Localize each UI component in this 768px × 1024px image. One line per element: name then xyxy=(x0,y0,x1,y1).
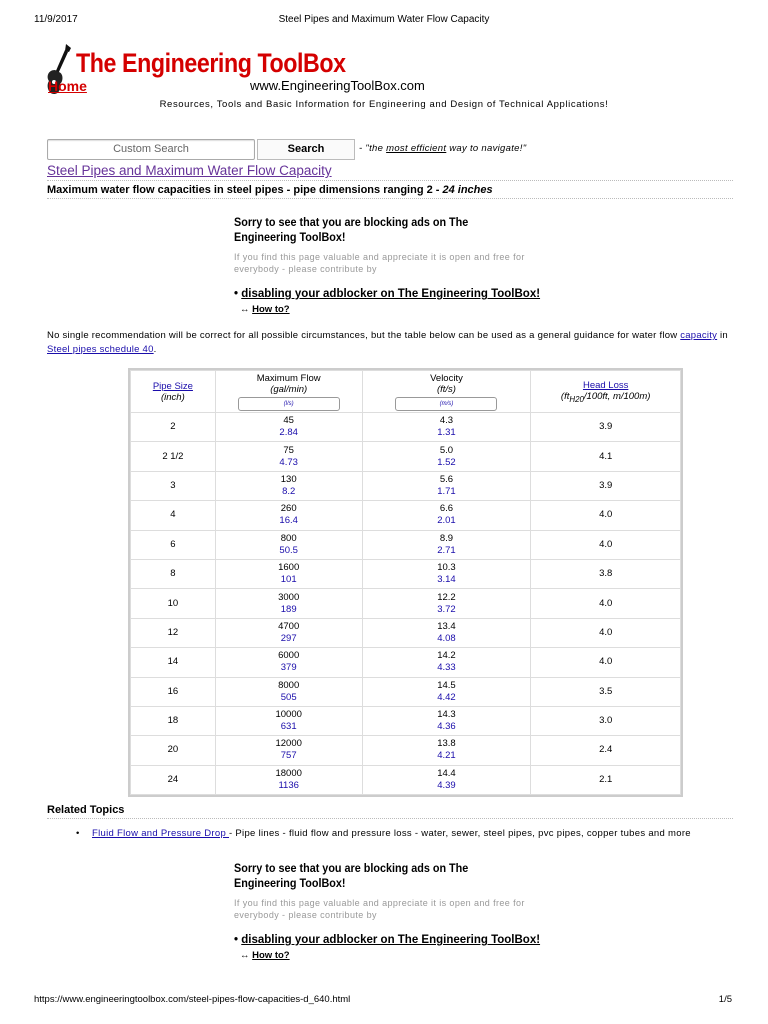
site-name: The Engineering ToolBox xyxy=(76,48,346,78)
adblock-heading: Sorry to see that you are blocking ads on The Engineering ToolBox! xyxy=(234,217,469,244)
velocity-cell xyxy=(362,736,531,765)
max-flow-cell-value: 4.73 xyxy=(279,456,298,468)
flow-capacity-table xyxy=(130,370,681,795)
max-flow-cell-value: 8000 xyxy=(278,679,300,691)
search-tag-suffix: way to navigate!" xyxy=(446,143,527,154)
head-loss-cell xyxy=(531,559,681,588)
pipe-size-cell xyxy=(131,501,216,530)
print-title: Steel Pipes and Maximum Water Flow Capacity xyxy=(278,14,490,25)
max-flow-cell-value: 12000 xyxy=(275,738,302,750)
table-row xyxy=(131,618,681,647)
disable-adblocker-link[interactable]: disabling your adblocker on The Engineering ToolBox! xyxy=(241,288,541,300)
adblock-info: If you find this page valuable and appreciate it is open and free for everybody - please contribute by xyxy=(234,252,525,274)
pipe-size-cell xyxy=(131,471,216,500)
col-velocity xyxy=(362,371,531,413)
head-loss-cell xyxy=(531,765,681,794)
head-loss-cell xyxy=(531,677,681,706)
head-loss-cell xyxy=(531,530,681,559)
head-loss-cell-value: 3.8 xyxy=(599,568,613,580)
double-arrow-icon: ↔ xyxy=(240,950,253,961)
intro-paragraph xyxy=(47,329,737,357)
table-row xyxy=(131,501,681,530)
pipe-size-cell-value: 10 xyxy=(167,597,179,609)
max-flow-cell-value: 757 xyxy=(280,750,297,762)
max-flow-cell xyxy=(215,618,362,647)
table-row xyxy=(131,559,681,588)
max-flow-cell-value: 505 xyxy=(280,691,297,703)
adblock-notice xyxy=(234,862,544,963)
howto-group xyxy=(240,950,290,961)
head-loss-cell-value: 2.4 xyxy=(599,744,613,756)
subtitle-range: 24 inches xyxy=(442,184,493,196)
head-loss-cell-value: 3.9 xyxy=(599,479,613,491)
max-flow-cell xyxy=(215,559,362,588)
pipe-size-cell xyxy=(131,589,216,618)
max-flow-cell xyxy=(215,501,362,530)
velocity-cell-value: 12.2 xyxy=(437,591,456,603)
howto-group xyxy=(240,304,290,315)
pipe-size-cell xyxy=(131,559,216,588)
velocity-cell-value: 4.21 xyxy=(437,750,456,762)
adblock-heading: Sorry to see that you are blocking ads on The Engineering ToolBox! xyxy=(234,863,469,890)
col-pipe-size xyxy=(131,371,216,413)
table-row xyxy=(131,530,681,559)
print-date: 11/9/2017 xyxy=(34,14,78,25)
velocity-cell-value: 14.5 xyxy=(437,679,456,691)
page-subtitle xyxy=(47,184,493,196)
max-flow-cell-value: 45 xyxy=(283,415,294,427)
max-flow-cell-value: 4700 xyxy=(278,620,300,632)
max-flow-cell xyxy=(215,677,362,706)
adblock-info: If you find this page valuable and appreciate it is open and free for everybody - please contribute by xyxy=(234,898,525,920)
double-arrow-icon: ↔ xyxy=(240,304,253,315)
list-bullet: • xyxy=(76,828,80,839)
col-head-loss xyxy=(531,371,681,413)
head-loss-cell-value: 4.0 xyxy=(599,509,613,521)
velocity-cell-value: 13.4 xyxy=(437,620,456,632)
pipe-size-link[interactable]: Pipe Size xyxy=(152,380,193,392)
intro-text: in xyxy=(717,330,728,341)
max-flow-cell xyxy=(215,736,362,765)
velocity-cell xyxy=(362,530,531,559)
max-flow-cell-value: 3000 xyxy=(278,591,300,603)
velocity-cell-value: 4.39 xyxy=(437,779,456,791)
velocity-cell-value: 4.42 xyxy=(437,691,456,703)
table-row xyxy=(131,413,681,442)
velocity-cell-value: 1.71 xyxy=(437,485,456,497)
subtitle-text: Maximum water flow capacities in steel pipes - pipe dimensions ranging 2 - xyxy=(47,184,443,196)
intro-text: No single recommendation will be correct for all possible circumstances, but the table below can be used as a general guidance for water flow xyxy=(47,330,681,341)
velocity-cell-value: 4.36 xyxy=(437,721,456,733)
velocity-unit: (ft/s) xyxy=(436,383,456,395)
max-flow-unit: (gal/min) xyxy=(270,383,308,395)
velocity-cell xyxy=(362,677,531,706)
pipe-size-cell-value: 12 xyxy=(167,626,179,638)
search-tagline xyxy=(359,143,526,154)
table-row xyxy=(131,471,681,500)
velocity-cell-value: 13.8 xyxy=(437,738,456,750)
pipe-size-cell xyxy=(131,442,216,471)
max-flow-cell-value: 6000 xyxy=(278,650,300,662)
max-flow-cell-value: 297 xyxy=(280,632,297,644)
velocity-cell xyxy=(362,413,531,442)
pipe-size-cell-value: 3 xyxy=(170,479,176,491)
head-loss-cell-value: 4.0 xyxy=(599,656,613,668)
table-row xyxy=(131,765,681,794)
velocity-cell-value: 14.4 xyxy=(437,767,456,779)
max-flow-cell-value: 75 xyxy=(283,444,294,456)
table-row xyxy=(131,706,681,735)
search-tag-prefix: - "the xyxy=(359,143,387,154)
velocity-cell-value: 1.52 xyxy=(437,456,456,468)
max-flow-cell xyxy=(215,471,362,500)
related-topic-item xyxy=(76,828,691,839)
max-flow-cell xyxy=(215,706,362,735)
pipe-size-cell-value: 6 xyxy=(170,538,176,550)
head-loss-cell xyxy=(531,442,681,471)
col-max-flow xyxy=(215,371,362,413)
pipe-size-cell-value: 4 xyxy=(170,509,176,521)
adblock-notice xyxy=(234,216,544,317)
head-loss-cell-value: 3.0 xyxy=(599,715,613,727)
head-loss-cell xyxy=(531,706,681,735)
head-loss-cell xyxy=(531,648,681,677)
velocity-cell xyxy=(362,559,531,588)
velocity-cell-value: 14.2 xyxy=(437,650,456,662)
max-flow-cell xyxy=(215,589,362,618)
home-link[interactable]: Home xyxy=(48,78,87,94)
max-flow-cell xyxy=(215,648,362,677)
pipe-size-cell xyxy=(131,736,216,765)
velocity-cell xyxy=(362,706,531,735)
search-button[interactable]: Search xyxy=(257,139,355,160)
adblock-disable xyxy=(234,287,544,317)
adblock-disable xyxy=(234,933,544,963)
velocity-cell xyxy=(362,589,531,618)
pipe-size-cell-value: 20 xyxy=(167,744,179,756)
related-topic-description: - Pipe lines - fluid flow and pressure loss - water, sewer, steel pipes, pvc pipes, copper tubes and more xyxy=(229,828,691,839)
table-row xyxy=(131,589,681,618)
pipe-size-cell-value: 8 xyxy=(170,568,176,580)
table-header-row xyxy=(131,371,681,413)
pipe-size-cell xyxy=(131,530,216,559)
head-loss-cell-value: 4.1 xyxy=(599,450,613,462)
max-flow-cell xyxy=(215,442,362,471)
head-loss-cell-value: 2.1 xyxy=(599,773,613,785)
max-flow-cell-value: 189 xyxy=(280,603,297,615)
intro-text: . xyxy=(153,344,157,355)
velocity-cell-value: 3.72 xyxy=(437,603,456,615)
flow-unit-toggle[interactable]: (l/s) xyxy=(238,397,340,411)
max-flow-cell-value: 18000 xyxy=(275,767,302,779)
head-loss-cell-value: 4.0 xyxy=(599,626,613,638)
head-loss-cell xyxy=(531,589,681,618)
head-loss-cell xyxy=(531,618,681,647)
velocity-cell xyxy=(362,618,531,647)
table-row xyxy=(131,736,681,765)
divider xyxy=(47,198,733,199)
velocity-cell-value: 6.6 xyxy=(439,503,454,515)
velocity-cell xyxy=(362,501,531,530)
velocity-unit-toggle[interactable]: (m/s) xyxy=(395,397,497,411)
how-to-link[interactable]: How to? xyxy=(252,304,290,315)
velocity-cell-value: 2.01 xyxy=(437,515,456,527)
velocity-cell-value: 5.6 xyxy=(439,473,454,485)
search-bar xyxy=(47,139,747,161)
velocity-cell-value: 5.0 xyxy=(439,444,454,456)
max-flow-cell-value: 8.2 xyxy=(282,485,296,497)
pipe-size-cell-value: 24 xyxy=(167,773,179,785)
head-loss-unit-part: (ft xyxy=(560,390,570,402)
max-flow-cell-value: 379 xyxy=(280,662,297,674)
pipe-size-cell xyxy=(131,648,216,677)
table-row xyxy=(131,442,681,471)
velocity-cell-value: 8.9 xyxy=(439,532,454,544)
pipe-size-cell xyxy=(131,413,216,442)
max-flow-cell xyxy=(215,765,362,794)
max-flow-cell-value: 101 xyxy=(280,574,297,586)
velocity-cell-value: 1.31 xyxy=(437,427,456,439)
page-title[interactable]: Steel Pipes and Maximum Water Flow Capacity xyxy=(47,163,332,178)
velocity-cell-value: 10.3 xyxy=(437,562,456,574)
velocity-label: Velocity xyxy=(430,372,463,384)
max-flow-label: Maximum Flow xyxy=(256,372,321,384)
head-loss-cell xyxy=(531,413,681,442)
divider xyxy=(47,180,733,181)
max-flow-cell-value: 130 xyxy=(280,473,297,485)
max-flow-cell-value: 10000 xyxy=(275,709,302,721)
table-row xyxy=(131,648,681,677)
divider xyxy=(47,818,733,819)
max-flow-cell-value: 2.84 xyxy=(279,427,298,439)
velocity-cell xyxy=(362,471,531,500)
site-logo[interactable] xyxy=(44,44,484,100)
site-url: www.EngineeringToolBox.com xyxy=(250,78,425,93)
pipe-size-cell-value: 18 xyxy=(167,715,179,727)
pipe-size-cell-value: 16 xyxy=(167,685,179,697)
pipe-size-cell xyxy=(131,706,216,735)
head-loss-unit-part: /100ft, m/100m) xyxy=(583,390,651,402)
pipe-size-cell xyxy=(131,618,216,647)
max-flow-cell-value: 800 xyxy=(280,532,297,544)
head-loss-unit-sub: H20 xyxy=(569,394,584,404)
steel-pipes-schedule-link[interactable]: Steel pipes schedule 40 xyxy=(47,344,154,355)
velocity-cell-value: 14.3 xyxy=(437,709,456,721)
max-flow-cell xyxy=(215,530,362,559)
head-loss-cell-value: 3.9 xyxy=(599,421,613,433)
pipe-size-cell xyxy=(131,765,216,794)
max-flow-cell xyxy=(215,413,362,442)
disable-adblocker-link[interactable]: disabling your adblocker on The Engineering ToolBox! xyxy=(241,934,541,946)
head-loss-cell-value: 4.0 xyxy=(599,538,613,550)
head-loss-cell-value: 4.0 xyxy=(599,597,613,609)
velocity-cell xyxy=(362,765,531,794)
pipe-size-cell-value: 2 1/2 xyxy=(162,450,184,462)
max-flow-cell-value: 260 xyxy=(280,503,297,515)
head-loss-link[interactable]: Head Loss xyxy=(582,379,629,391)
max-flow-cell-value: 1136 xyxy=(278,779,299,791)
velocity-cell-value: 4.33 xyxy=(437,662,456,674)
velocity-cell-value: 4.08 xyxy=(437,632,456,644)
flow-table-container xyxy=(128,368,683,797)
adblock-bullet: • xyxy=(234,288,242,300)
max-flow-cell-value: 16.4 xyxy=(279,515,298,527)
pipe-size-cell xyxy=(131,677,216,706)
velocity-cell xyxy=(362,442,531,471)
velocity-cell xyxy=(362,648,531,677)
head-loss-unit xyxy=(561,391,651,402)
print-page-number: 1/5 xyxy=(718,994,732,1005)
search-tag-emphasis: most efficient xyxy=(386,143,447,154)
capacity-link[interactable]: capacity xyxy=(680,330,718,341)
site-tagline: Resources, Tools and Basic Information for Engineering and Design of Technical Applications! xyxy=(159,99,609,110)
max-flow-cell-value: 631 xyxy=(280,721,297,733)
fluid-flow-link[interactable]: Fluid Flow and Pressure Drop xyxy=(92,828,230,839)
head-loss-cell xyxy=(531,501,681,530)
velocity-cell-value: 2.71 xyxy=(437,544,456,556)
pipe-size-cell-value: 14 xyxy=(167,656,179,668)
velocity-cell-value: 3.14 xyxy=(437,574,456,586)
head-loss-cell-value: 3.5 xyxy=(599,685,613,697)
search-input[interactable]: Custom Search xyxy=(47,139,255,160)
how-to-link[interactable]: How to? xyxy=(252,950,290,961)
velocity-cell-value: 4.3 xyxy=(439,415,454,427)
print-url: https://www.engineeringtoolbox.com/steel-pipes-flow-capacities-d_640.html xyxy=(34,994,351,1005)
pipe-size-unit: (inch) xyxy=(161,391,185,403)
pipe-size-cell-value: 2 xyxy=(170,421,176,433)
max-flow-cell-value: 50.5 xyxy=(279,544,298,556)
related-topics-heading: Related Topics xyxy=(47,804,125,816)
max-flow-cell-value: 1600 xyxy=(278,562,300,574)
table-row xyxy=(131,677,681,706)
adblock-bullet: • xyxy=(234,934,242,946)
head-loss-cell xyxy=(531,471,681,500)
head-loss-cell xyxy=(531,736,681,765)
